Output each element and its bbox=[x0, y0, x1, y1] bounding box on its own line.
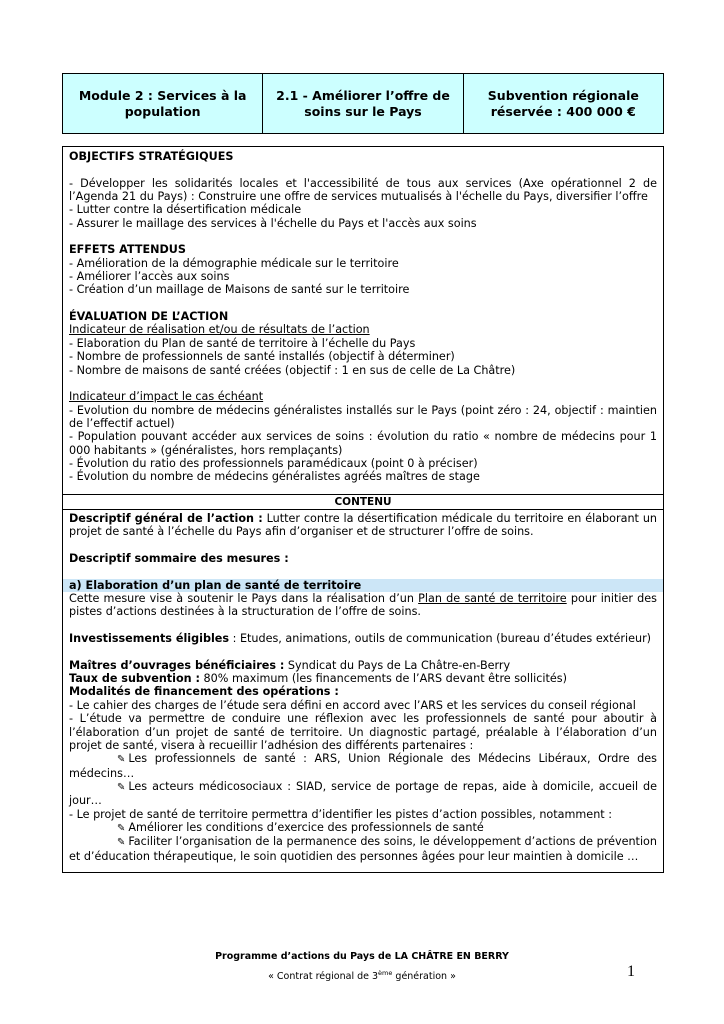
action-sheet bbox=[62, 146, 664, 873]
descriptif-text: Lutter contre la désertification médicale du territoire en élaborant un projet de santé à l’échelle du Pays afin d’organiser et de structurer l’offre de soins. bbox=[69, 512, 658, 539]
objectives-section bbox=[63, 147, 663, 495]
effet-item: - Amélioration de la démographie médicale sur le territoire bbox=[69, 256, 399, 270]
effets-heading: EFFETS ATTENDUS bbox=[69, 243, 186, 257]
pencil-arrow-icon: ✎ bbox=[117, 837, 126, 849]
piste-item bbox=[69, 821, 657, 835]
piste-text: Améliorer les conditions d’exercice des professionnels de santé bbox=[128, 820, 484, 834]
taux-subvention bbox=[69, 672, 657, 685]
effet-item: - Améliorer l’accès aux soins bbox=[69, 270, 230, 284]
header-table bbox=[62, 73, 664, 134]
invest-label: Investissements éligibles bbox=[69, 632, 230, 646]
pencil-arrow-icon: ✎ bbox=[117, 754, 126, 766]
maitres-ouvrage bbox=[69, 659, 657, 672]
impact-item: - Évolution du nombre de médecins généralistes agréés maîtres de stage bbox=[69, 470, 480, 484]
page-number: 1 bbox=[627, 963, 635, 980]
modalite-item: - L’étude va permettre de conduire une réflexion avec les professionnels de santé pour aboutir à l’élaboration d’un projet de santé de territoire. Un diagnostic partagé, préalable à l’élaboration d’un projet de santé, visera à recueillir l’adhésion des différents partenaires : bbox=[69, 712, 657, 752]
modalites-heading: Modalités de financement des opérations : bbox=[69, 685, 339, 699]
footer-sub-sup: ème bbox=[378, 969, 393, 977]
sommaire-heading: Descriptif sommaire des mesures : bbox=[69, 552, 289, 566]
taux-label: Taux de subvention : bbox=[69, 672, 200, 686]
footer-subtitle bbox=[0, 969, 724, 982]
partenaire-item bbox=[69, 780, 657, 808]
contenu-heading: CONTENU bbox=[63, 495, 663, 510]
impact-item: - Evolution du nombre de médecins généralistes installés sur le Pays (point zéro : 24, objectif : maintien de l’effectif actuel) bbox=[69, 403, 657, 430]
footer-title: Programme d’actions du Pays de LA CHÂTRE EN BERRY bbox=[215, 951, 509, 962]
taux-text: 80% maximum (les financements de l’ARS devant être sollicités) bbox=[199, 672, 567, 686]
action-title: 2.1 - Améliorer l’offre de soins sur le Pays bbox=[263, 74, 463, 133]
plan-sante-link: Plan de santé de territoire bbox=[418, 592, 567, 606]
realisation-item: - Nombre de professionnels de santé installés (objectif à déterminer) bbox=[69, 350, 455, 364]
objectif-item: - Lutter contre la désertification médicale bbox=[69, 203, 302, 217]
pistes-intro: - Le projet de santé de territoire permettra d’identifier les pistes d’action possibles, notamment : bbox=[69, 807, 612, 821]
realisation-item: - Nombre de maisons de santé créées (objectif : 1 en sus de celle de La Châtre) bbox=[69, 363, 516, 377]
maitres-label: Maîtres d’ouvrages bénéficiaires : bbox=[69, 658, 285, 672]
modalite-item: - Le cahier des charges de l’étude sera défini en accord avec l’ARS et les services du conseil régional bbox=[69, 698, 636, 712]
module-title: Module 2 : Services à la population bbox=[63, 74, 263, 133]
pencil-arrow-icon: ✎ bbox=[117, 822, 126, 834]
realisation-subheading: Indicateur de réalisation et/ou de résultats de l’action bbox=[69, 323, 370, 337]
evaluation-heading: ÉVALUATION DE L’ACTION bbox=[69, 310, 229, 324]
footer-sub-text: « Contrat régional de 3 bbox=[268, 971, 379, 982]
descriptif-general bbox=[69, 512, 657, 539]
impact-item: - Population pouvant accéder aux services de soins : évolution du ratio « nombre de médecins pour 1 000 habitants » (généralistes, hors remplaçants) bbox=[69, 430, 657, 457]
descriptif-label: Descriptif général de l’action : bbox=[69, 512, 263, 525]
partenaire-item bbox=[69, 752, 657, 780]
mesure-a-text-end: pour initier des pistes d’actions destinées à la structuration de l’offre de soins. bbox=[69, 592, 657, 619]
pencil-arrow-icon: ✎ bbox=[117, 781, 126, 793]
contenu-section bbox=[63, 510, 663, 863]
effet-item: - Création d’un maillage de Maisons de santé sur le territoire bbox=[69, 283, 410, 297]
mesure-a-description bbox=[69, 592, 657, 619]
investissements bbox=[69, 632, 657, 645]
footer-sub-text-end: génération » bbox=[392, 971, 456, 982]
partenaire-text: Les acteurs médicosociaux : SIAD, service de portage de repas, aide à domicile, accueil de jour… bbox=[69, 779, 657, 808]
piste-text: Faciliter l’organisation de la permanence des soins, le développement d’actions de prévention et d’éducation thérapeutique, le soin quotidien des personnes âgées pour leur maintien à domicile … bbox=[69, 835, 657, 863]
impact-item: - Évolution du ratio des professionnels paramédicaux (point 0 à préciser) bbox=[69, 456, 478, 470]
realisation-item: - Elaboration du Plan de santé de territoire à l’échelle du Pays bbox=[69, 336, 416, 350]
impact-subheading: Indicateur d’impact le cas échéant bbox=[69, 390, 264, 404]
invest-text: : Etudes, animations, outils de communication (bureau d’études extérieur) bbox=[229, 632, 652, 646]
objectifs-heading: OBJECTIFS STRATÉGIQUES bbox=[69, 150, 234, 163]
objectif-item: - Assurer le maillage des services à l'échelle du Pays et l'accès aux soins bbox=[69, 216, 477, 230]
partenaire-text: Les professionnels de santé : ARS, Union Régionale des Médecins Libéraux, Ordre des médecins… bbox=[69, 752, 657, 780]
objectif-item: - Développer les solidarités locales et l'accessibilité de tous aux services (Axe opérationnel 2 de l’Agenda 21 du Pays) : Construire une offre de services mutualisés à l'échelle du Pays, diversifier l’offre bbox=[69, 176, 657, 204]
maitres-text: Syndicat du Pays de La Châtre-en-Berry bbox=[284, 658, 511, 672]
mesure-a-heading: a) Elaboration d’un plan de santé de territoire bbox=[63, 579, 663, 592]
subvention-amount: Subvention régionale réservée : 400 000 € bbox=[487, 87, 639, 119]
piste-item bbox=[69, 835, 657, 863]
mesure-a-text: Cette mesure vise à soutenir le Pays dans la réalisation d’un bbox=[69, 592, 419, 606]
